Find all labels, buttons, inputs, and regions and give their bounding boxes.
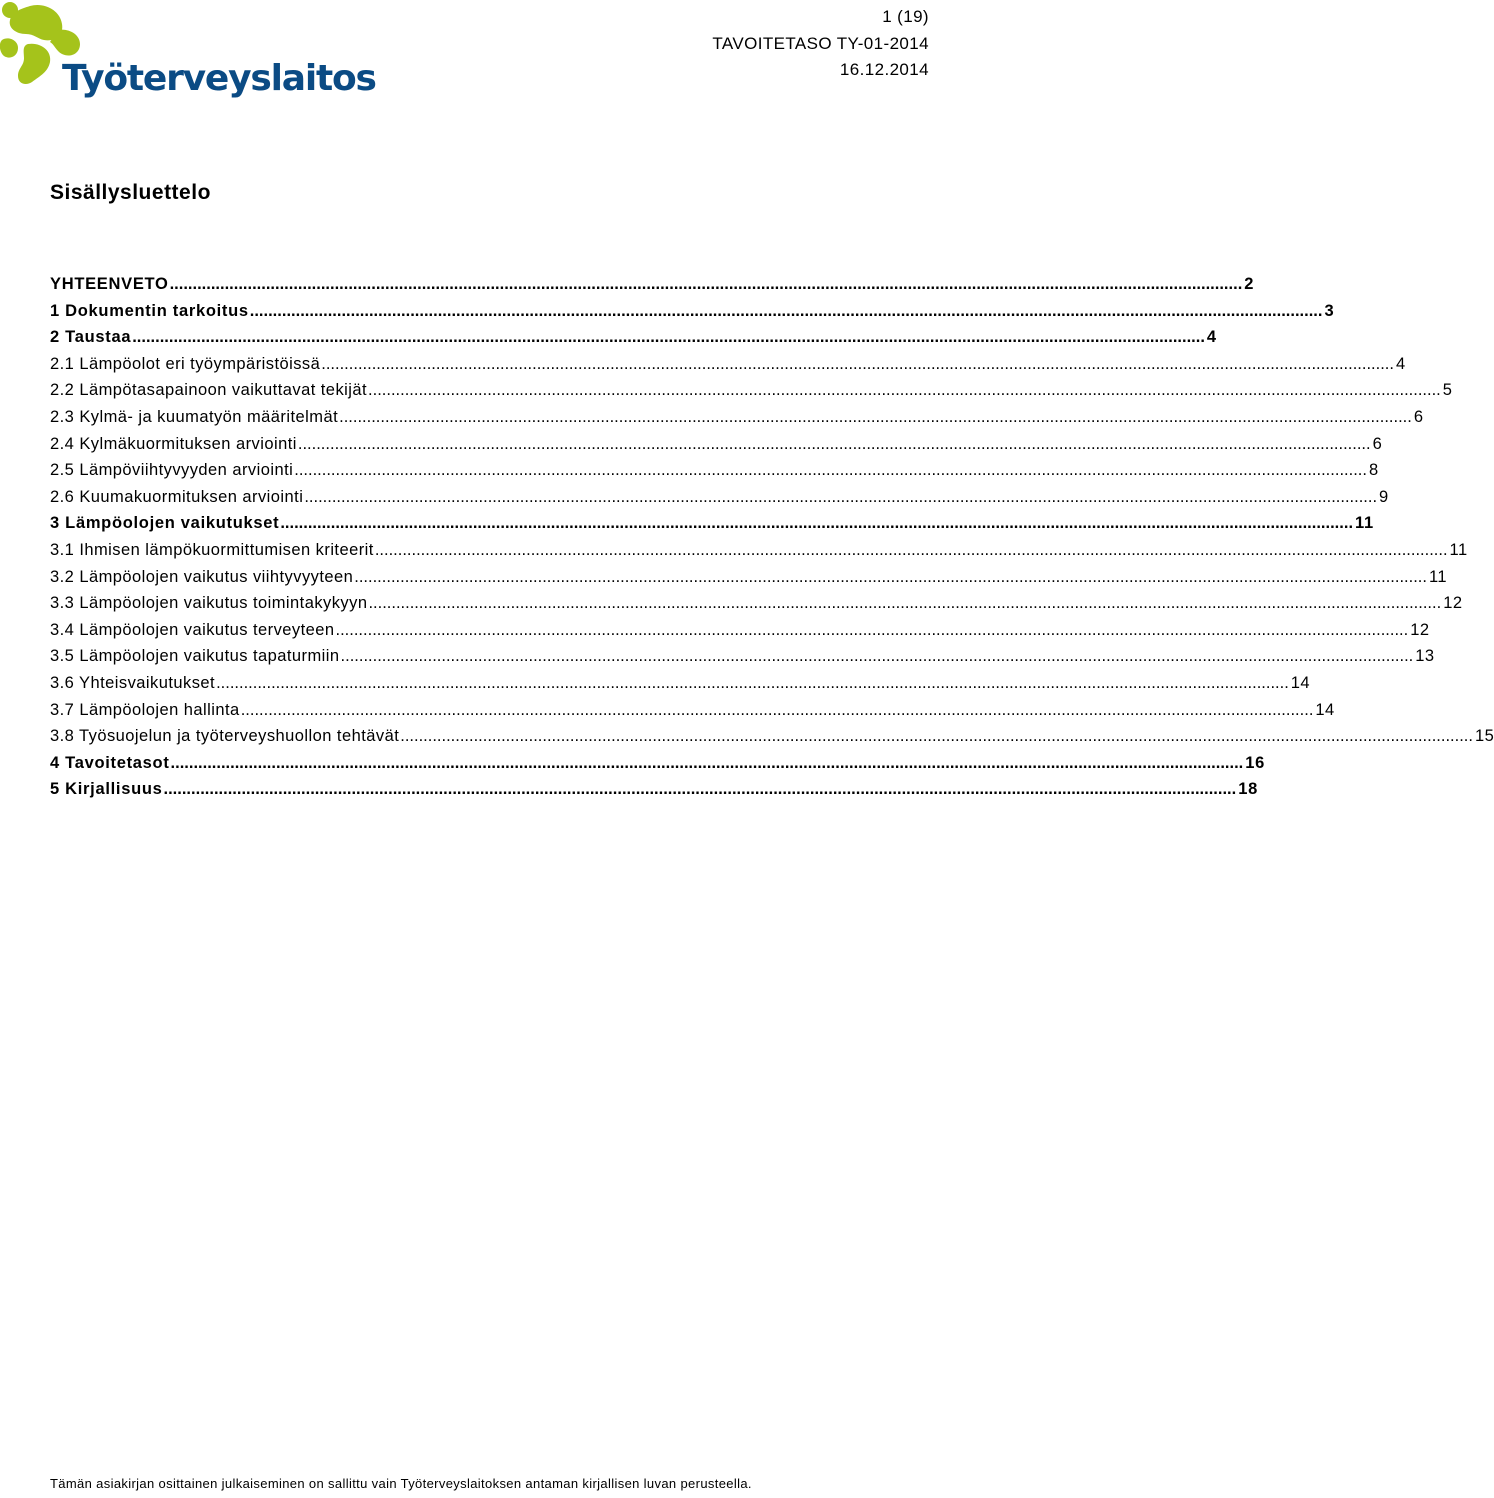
toc-dot-leader	[298, 435, 1371, 454]
toc-dot-leader	[241, 701, 1314, 720]
toc-entry-label: 2.4 Kylmäkuormituksen arviointi	[50, 434, 297, 453]
toc-dot-leader	[280, 514, 1353, 533]
toc-entry-label: 2.5 Lämpöviihtyvyyden arviointi	[50, 461, 294, 480]
toc-entry-page: 9	[1379, 487, 1389, 506]
page-title: Sisällysluettelo	[50, 181, 211, 204]
toc-entry[interactable]	[50, 328, 1217, 355]
toc-entry-label: YHTEENVETO	[50, 275, 169, 293]
toc-entry[interactable]	[50, 727, 1494, 754]
toc-entry[interactable]	[50, 354, 1406, 382]
document-date: 16.12.2014	[839, 60, 929, 79]
toc-entry[interactable]	[50, 301, 1335, 329]
toc-entry-label: 2.6 Kuumakuormituksen arviointi	[50, 487, 304, 506]
toc-entry-page: 2	[1244, 275, 1255, 293]
toc-entry-label: 3 Lämpöolojen vaikutukset	[50, 514, 280, 533]
toc-dot-leader	[354, 568, 1427, 587]
page-number: 1 (19)	[882, 7, 929, 26]
toc-dot-leader	[400, 727, 1473, 746]
toc-dot-leader	[339, 408, 1412, 427]
toc-dot-leader	[375, 541, 1448, 560]
toc-entry[interactable]	[50, 540, 1468, 568]
toc-dot-leader	[321, 355, 1394, 374]
toc-dot-leader	[368, 381, 1441, 400]
toc-entry[interactable]	[50, 461, 1379, 488]
toc-entry-page: 12	[1443, 594, 1463, 613]
toc-entry[interactable]	[50, 434, 1383, 462]
toc-entry[interactable]	[50, 567, 1448, 595]
toc-entry-label: 4 Tavoitetasot	[50, 753, 170, 772]
toc-dot-leader	[216, 674, 1289, 693]
logo-wordmark: Työterveyslaitos	[62, 58, 376, 99]
document-header	[712, 4, 929, 84]
toc-entry-label: 3.1 Ihmisen lämpökuormittumisen kriteerit	[50, 540, 374, 559]
toc-entry-page: 13	[1415, 647, 1435, 666]
toc-entry-page: 14	[1290, 673, 1311, 692]
toc-dot-leader	[132, 328, 1205, 347]
toc-entry-label: 2 Taustaa	[50, 328, 132, 347]
toc-entry-page: 4	[1395, 354, 1406, 373]
toc-entry-label: 3.2 Lämpöolojen vaikutus viihtyvyyteen	[50, 567, 354, 586]
toc-entry[interactable]	[50, 753, 1266, 781]
toc-dot-leader	[164, 780, 1237, 799]
toc-entry[interactable]	[50, 275, 1255, 302]
toc-entry-label: 3.5 Lämpöolojen vaikutus tapaturmiin	[50, 647, 340, 666]
toc-dot-leader	[294, 461, 1367, 480]
table-of-contents	[50, 275, 1494, 807]
toc-entry-page: 11	[1428, 567, 1448, 586]
toc-entry[interactable]	[50, 780, 1258, 807]
toc-dot-leader	[368, 594, 1441, 613]
toc-entry-label: 3.6 Yhteisvaikutukset	[50, 673, 216, 692]
toc-entry-label: 5 Kirjallisuus	[50, 780, 163, 799]
toc-entry-page: 11	[1449, 540, 1468, 559]
toc-entry-page: 11	[1355, 514, 1374, 533]
toc-entry[interactable]	[50, 381, 1453, 408]
toc-entry-label: 3.8 Työsuojelun ja työterveyshuollon tehtävät	[50, 727, 400, 746]
toc-dot-leader	[170, 275, 1243, 294]
toc-dot-leader	[250, 302, 1323, 321]
toc-entry-label: 3.3 Lämpöolojen vaikutus toimintakykyyn	[50, 594, 368, 613]
toc-entry-label: 2.3 Kylmä- ja kuumatyön määritelmät	[50, 407, 339, 426]
toc-entry-page: 6	[1413, 407, 1424, 426]
toc-entry[interactable]	[50, 673, 1311, 701]
toc-entry[interactable]	[50, 594, 1463, 621]
toc-entry-page: 15	[1474, 727, 1494, 746]
toc-entry-label: 2.2 Lämpötasapainoon vaikuttavat tekijät	[50, 381, 368, 400]
toc-entry-page: 5	[1442, 381, 1453, 400]
toc-entry-label: 1 Dokumentin tarkoitus	[50, 301, 249, 320]
toc-entry-page: 3	[1324, 301, 1335, 320]
organization-logo	[0, 0, 376, 115]
toc-entry-page: 14	[1315, 700, 1335, 719]
toc-entry-page: 4	[1206, 328, 1217, 347]
toc-dot-leader	[304, 488, 1377, 507]
toc-entry-page: 18	[1238, 780, 1258, 799]
toc-entry[interactable]	[50, 647, 1435, 674]
toc-entry-page: 16	[1245, 753, 1266, 772]
document-code: TAVOITETASO TY-01-2014	[712, 33, 929, 53]
toc-entry-page: 8	[1368, 461, 1379, 480]
toc-entry-label: 3.7 Lämpöolojen hallinta	[50, 700, 240, 719]
toc-entry-page: 6	[1372, 434, 1383, 453]
footer-note: Tämän asiakirjan osittainen julkaiseminen on sallittu vain Työterveyslaitoksen antaman kirjallisen luvan perusteella.	[50, 1476, 752, 1491]
toc-entry-label: 3.4 Lämpöolojen vaikutus terveyteen	[50, 620, 335, 639]
toc-entry[interactable]	[50, 620, 1430, 648]
toc-dot-leader	[336, 621, 1409, 640]
toc-dot-leader	[341, 647, 1414, 666]
toc-entry-page: 12	[1410, 620, 1430, 639]
toc-entry[interactable]	[50, 407, 1424, 435]
toc-entry-label: 2.1 Lämpöolot eri työympäristöissä	[50, 354, 321, 373]
toc-entry[interactable]	[50, 487, 1389, 515]
toc-entry[interactable]	[50, 700, 1335, 728]
toc-entry[interactable]	[50, 514, 1374, 541]
toc-dot-leader	[171, 754, 1244, 773]
